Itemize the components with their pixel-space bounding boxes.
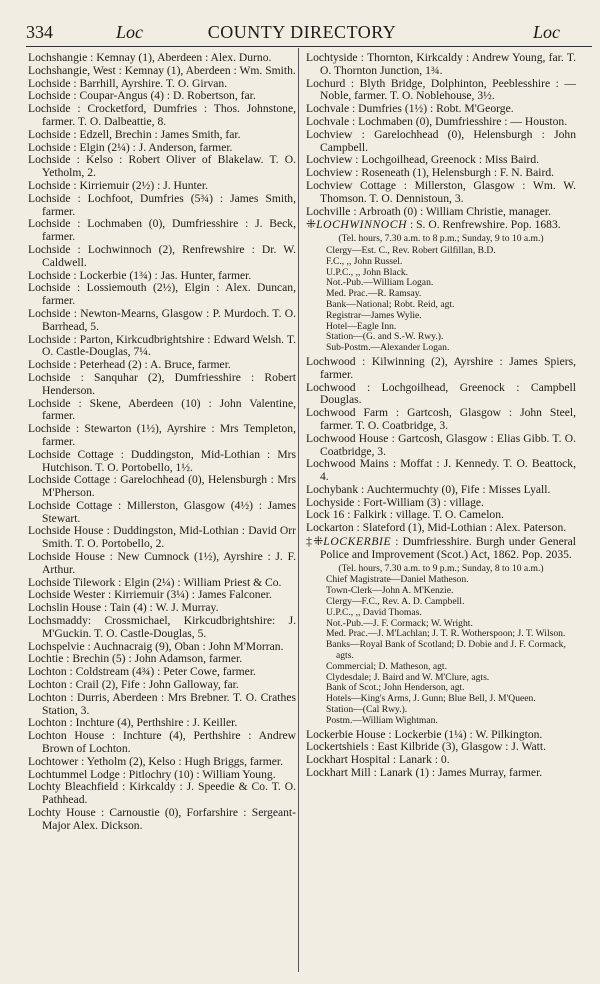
- directory-entry: Lochsmaddy: Crossmichael, Kirkcudbrightshire: J. M'Guckin. T. O. Castle-Douglas, 5.: [28, 614, 296, 640]
- directory-entry: Lochtower : Yetholm (2), Kelso : Hugh Briggs, farmer.: [28, 754, 284, 768]
- directory-entry: Lochview : Roseneath (1), Helensburgh : F. N. Baird.: [306, 166, 555, 180]
- directory-entry: Lochville : Arbroath (0) : William Christie, manager.: [306, 204, 551, 218]
- detail-line: Not.-Pub.—William Logan.: [326, 277, 434, 289]
- detail-line: Station—(G. and S.-W. Rwy.).: [326, 331, 444, 343]
- town-lochwinnoch: [306, 218, 576, 232]
- right-column: [306, 52, 576, 972]
- header-rule: [26, 46, 592, 47]
- tel-hours: (Tel. hours, 7.30 a.m. to 8 p.m.; Sunday, 9 to 10 a.m.): [338, 233, 544, 245]
- directory-entry: Lochshangie : Kemnay (1), Aberdeen : Alex. Durno.: [28, 52, 272, 64]
- page-number: 334: [26, 22, 53, 42]
- directory-entry: Lochside Cottage : Duddingston, Mid-Lothian : Mrs Hutchison. T. O. Portobello, 1½.: [28, 447, 296, 474]
- directory-entry: Lochside : Stewarton (1½), Ayrshire : Mrs Templeton, farmer.: [28, 422, 296, 448]
- directory-entry: Lochside : Elgin (2¼) : J. Anderson, farmer.: [28, 140, 233, 154]
- detail-line: Hotels—King's Arms, J. Gunn; Blue Bell, J. M'Queen.: [326, 693, 536, 705]
- directory-entry: Lochtummel Lodge : Pitlochry (10) : William Young.: [28, 767, 276, 781]
- detail-line: Clergy—F.C., Rev. A. D. Campbell.: [326, 596, 465, 608]
- directory-entry: Lochvale : Lochmaben (0), Dumfriesshire : — Houston.: [306, 114, 568, 128]
- directory-entry: Lochtie : Brechin (5) : John Adamson, farmer.: [28, 652, 243, 666]
- detail-line: Chief Magistrate—Daniel Matheson.: [326, 574, 469, 586]
- directory-entry: Lochside : Lochmaben (0), Dumfriesshire : J. Beck, farmer.: [28, 217, 296, 244]
- detail-line: Med. Prac.—R. Ramsay.: [326, 288, 422, 300]
- directory-entry: Lochwood : Kilwinning (2), Ayrshire : James Spiers, farmer.: [306, 354, 576, 381]
- directory-entry: Lock 16 : Falkirk : village. T. O. Camelon.: [306, 508, 504, 522]
- directory-entry: Lochtyside : Thornton, Kirkcaldy : Andrew Young, far. T. O. Thornton Junction, 1¾.: [306, 52, 576, 77]
- page-title: COUNTY DIRECTORY: [207, 22, 397, 42]
- detail-line: Hotel—Eagle Inn.: [326, 320, 397, 332]
- directory-entry: Lochside : Kelso : Robert Oliver of Blakelaw. T. O. Yetholm, 2.: [28, 153, 296, 180]
- detail-line: F.C., ,, John Russel.: [326, 255, 403, 267]
- directory-entry: Lochspelvie : Auchnacraig (9), Oban : John M'Morran.: [28, 639, 284, 653]
- directory-entry: Lochside : Edzell, Brechin : James Smith, far.: [28, 127, 241, 141]
- directory-entry: Lochside : Sanquhar (2), Dumfriesshire : Robert Henderson.: [28, 370, 296, 397]
- detail-line: Med. Prac.—J. M'Lachlan; J. T. R. Wotherspoon; J. T. Wilson.: [326, 628, 566, 640]
- detail-line: Station—(Cal Rwy.).: [326, 704, 408, 716]
- right-entries-c: [306, 729, 576, 780]
- directory-entry: Lockhart Mill : Lanark (1) : James Murray, farmer.: [306, 766, 543, 780]
- detail-line: Postm.—William Wightman.: [326, 714, 438, 726]
- directory-entry: Lochside : Barrhill, Ayrshire. T. O. Girvan.: [28, 76, 228, 90]
- directory-entry: Lochside : Coupar-Angus (4) : D. Robertson, far.: [28, 89, 256, 103]
- directory-entry: Lochview : Lochgoilhead, Greenock : Miss Baird.: [306, 153, 540, 167]
- detail-line: Clydesdale; J. Baird and W. M'Clure, agts.: [326, 671, 490, 683]
- town-lockerbie: [306, 535, 576, 562]
- directory-entry: Lochside : Parton, Kirkcudbrightshire : Edward Welsh. T. O. Castle-Douglas, 7¼.: [28, 332, 296, 359]
- directory-entry: Lochside Cottage : Millerston, Glasgow (4½) : James Stewart.: [28, 498, 296, 525]
- detail-line: U.P.C., ,, David Thomas.: [326, 606, 422, 618]
- directory-entry: Lochslin House : Tain (4) : W. J. Murray.: [28, 601, 219, 615]
- town-name: LOCKERBIE: [323, 535, 392, 549]
- directory-entry: Lochside : Kirriemuir (2½) : J. Hunter.: [28, 178, 208, 192]
- directory-entry: Lochshangie, West : Kemnay (1), Aberdeen : Wm. Smith.: [28, 63, 296, 77]
- directory-entry: Lochton : Inchture (4), Perthshire : J. Keiller.: [28, 716, 238, 730]
- header-right-word: Loc: [533, 22, 560, 42]
- header-left-word: Loc: [116, 22, 143, 42]
- lochwinnoch-details: [306, 234, 576, 354]
- detail-line: Bank—National; Robt. Reid, agt.: [326, 298, 455, 310]
- directory-entry: Lochton House : Inchture (4), Perthshire : Andrew Brown of Lochton.: [28, 729, 296, 756]
- directory-entry: Lockerbie House : Lockerbie (1¼) : W. Pilkington.: [306, 727, 543, 741]
- town-name: LOCHWINNOCH: [316, 218, 408, 232]
- detail-line: Town-Clerk—John A. M'Kenzie.: [326, 585, 454, 597]
- directory-entry: Lochside : Crocketford, Dumfries : Thos. Johnstone, farmer. T. O. Dalbeattie, 8.: [28, 102, 296, 128]
- right-entries-b: [306, 356, 576, 535]
- directory-entry: Lochwood House : Gartcosh, Glasgow : Elias Gibb. T. O. Coatbridge, 3.: [306, 431, 576, 458]
- directory-entry: Lochurd : Blyth Bridge, Dolphinton, Peeblesshire : — Noble, farmer. T. O. Noblehouse, 3½.: [306, 76, 576, 103]
- directory-entry: Lochside Tilework : Elgin (2¼) : William Priest & Co.: [28, 575, 282, 589]
- directory-entry: Lochside : Peterhead (2) : A. Bruce, farmer.: [28, 358, 231, 372]
- page-header: [26, 22, 578, 48]
- left-column: [28, 52, 296, 972]
- directory-entry: Lochwood : Lochgoilhead, Greenock : Campbell Douglas.: [306, 380, 576, 407]
- column-divider: [298, 48, 299, 972]
- directory-entry: Lochside : Lochfoot, Dumfries (5¾) : James Smith, farmer.: [28, 191, 296, 218]
- directory-entry: Lochside House : Duddingston, Mid-Lothian : David Orr Smith. T. O. Portobello, 2.: [28, 524, 296, 551]
- directory-entry: Lockertshiels : East Kilbride (3), Glasgow : J. Watt.: [306, 740, 547, 754]
- directory-entry: Lochside : Lossiemouth (2½), Elgin : Alex. Duncan, farmer.: [28, 281, 296, 308]
- lockerbie-details: [306, 564, 576, 727]
- town-info: : Dumfriesshire. Burgh under General Police and Improvement (Scot.) Act, 1862. Pop. 2035.: [320, 535, 576, 561]
- directory-entry: Lochty House : Carnoustie (0), Forfarshire : Sergeant-Major Alex. Dickson.: [28, 806, 296, 832]
- directory-entry: Lockhart Hospital : Lanark : 0.: [306, 753, 450, 767]
- directory-entry: Lochside : Lockerbie (1¾) : Jas. Hunter, farmer.: [28, 268, 252, 282]
- directory-entry: Lochton : Durris, Aberdeen : Mrs Brebner. T. O. Crathes Station, 3.: [28, 690, 296, 717]
- directory-entry: Lochside : Lochwinnoch (2), Renfrewshire : Dr. W. Caldwell.: [28, 242, 296, 269]
- detail-line: Clergy—Est. C., Rev. Robert Gilfillan, B.D.: [326, 244, 496, 256]
- detail-line: Not.-Pub.—J. F. Cormack; W. Wright.: [326, 617, 473, 629]
- directory-entry: Lochwood Mains : Moffat : J. Kennedy. T. O. Beattock, 4.: [306, 457, 576, 484]
- right-entries-a: [306, 52, 576, 218]
- directory-entry: Lochton : Coldstream (4¾) : Peter Cowe, farmer.: [28, 665, 256, 679]
- detail-line: Registrar—James Wylie.: [326, 309, 422, 321]
- directory-entry: Lochyside : Fort-William (3) : village.: [306, 495, 484, 509]
- directory-entry: Lochview Cottage : Millerston, Glasgow : Wm. W. Thomson. T. O. Dennistoun, 3.: [306, 178, 576, 205]
- directory-entry: Lochybank : Auchtermuchty (0), Fife : Misses Lyall.: [306, 482, 551, 496]
- directory-entry: Lochside Cottage : Garelochhead (0), Helensburgh : Mrs M'Pherson.: [28, 473, 296, 500]
- directory-entry: Lochty Bleachfield : Kirkcaldy : J. Speedie & Co. T. O. Pathhead.: [28, 780, 296, 807]
- detail-line: U.P.C., ,, John Black.: [326, 266, 409, 278]
- directory-entry: Lochside House : New Cumnock (1½), Ayrshire : J. F. Arthur.: [28, 550, 296, 576]
- tel-hours: (Tel. hours, 7.30 a.m. to 9 p.m.; Sunday, 8 to 10 a.m.): [338, 562, 544, 574]
- directory-entry: Lochvale : Dumfries (1½) : Robt. M'George.: [306, 102, 514, 116]
- directory-entry: Lochside : Newton-Mearns, Glasgow : P. Murdoch. T. O. Barrhead, 5.: [28, 306, 296, 333]
- directory-entry: Lochside : Skene, Aberdeen (10) : John Valentine, farmer.: [28, 396, 296, 423]
- directory-entry: Lochton : Crail (2), Fife : John Galloway, far.: [28, 678, 239, 692]
- detail-line: Bank of Scot.; John Henderson, agt.: [326, 682, 465, 694]
- detail-line: Banks—Royal Bank of Scotland; D. Dobie and J. F. Cormack, agts.: [326, 639, 566, 662]
- directory-entry: Lochside Wester : Kirriemuir (3¼) : James Falconer.: [28, 588, 272, 602]
- postal-symbol: ‡⁜: [306, 534, 324, 549]
- directory-entry: Lochview : Garelochhead (0), Helensburgh : John Campbell.: [306, 127, 576, 154]
- postal-symbol: ⁜: [306, 217, 317, 232]
- directory-entry: Lockarton : Slateford (1), Mid-Lothian : Alex. Paterson.: [306, 521, 567, 535]
- directory-entry: Lochwood Farm : Gartcosh, Glasgow : John Steel, farmer. T. O. Coatbridge, 3.: [306, 406, 576, 432]
- town-info: : S. O. Renfrewshire. Pop. 1683.: [407, 218, 561, 232]
- detail-line: Sub-Postm.—Alexander Logan.: [326, 342, 450, 354]
- detail-line: Commercial; D. Matheson, agt.: [326, 660, 447, 672]
